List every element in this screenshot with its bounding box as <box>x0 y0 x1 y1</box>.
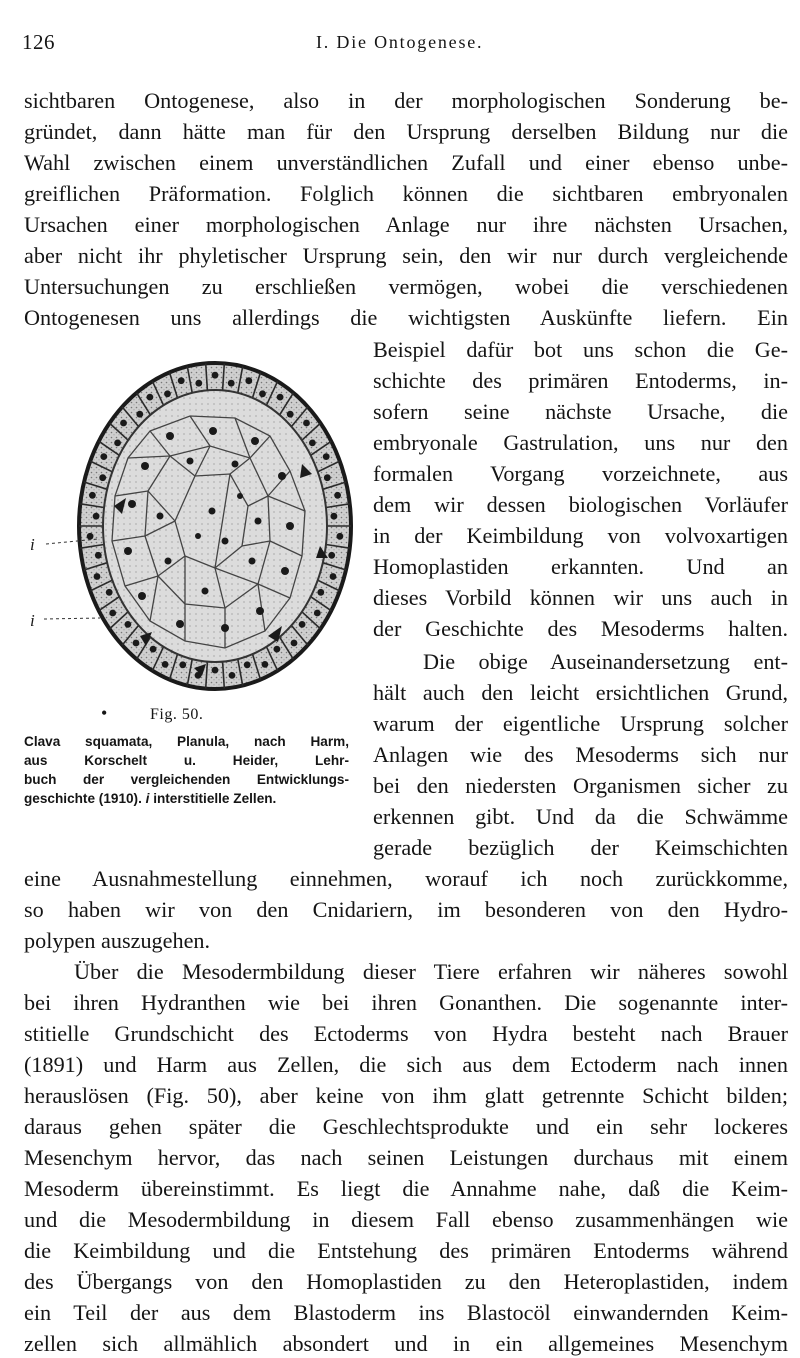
column-line: hält auch den leicht ersichtlichen Grund, <box>373 680 788 705</box>
figure-caption-line: Clava squamata, Planula, nach Harm, <box>24 734 349 749</box>
figure-caption-line: aus Korschelt u. Heider, Lehr- <box>24 753 349 768</box>
cell-nucleus <box>303 420 310 427</box>
body-line: Ursachen einer morphologischen Anlage nur ihre nächsten Ursachen, <box>24 212 788 237</box>
body-line: und die Mesodermbildung in diesem Fall ebenso zusammenhängen wie <box>24 1207 788 1232</box>
interstitial-marker-upper: i <box>30 535 35 554</box>
body-line: die Keimbildung und die Entstehung des primären Entoderms während <box>24 1238 788 1263</box>
body-line: aber nicht ihr phyletischer Ursprung sein, den wir nur durch vergleichende <box>24 243 788 268</box>
cell-nucleus <box>291 640 298 647</box>
column-line: erkennen gibt. Und da die Schwämme <box>373 804 788 829</box>
body-line: gründet, dann hätte man für den Ursprung derselben Bildung nur die <box>24 119 788 144</box>
column-line: Die obige Auseinandersetzung ent- <box>423 649 788 674</box>
body-line: polypen auszugehen. <box>24 928 211 953</box>
cell-nucleus <box>330 573 337 580</box>
cell-nucleus <box>147 394 154 401</box>
cell-nucleus <box>328 552 335 559</box>
caption-symbol: i <box>145 791 150 806</box>
cell-nucleus <box>259 390 266 397</box>
cell-nucleus <box>317 589 324 596</box>
column-line: dieses Vorbild können wir uns auch in <box>373 585 788 610</box>
cell-nucleus <box>309 440 316 447</box>
cell-nucleus <box>133 640 140 647</box>
cell-nucleus <box>324 474 331 481</box>
cell-nucleus <box>245 377 252 384</box>
planula-illustration <box>20 336 360 696</box>
body-line: daraus gehen später die Geschlechtsprodukte und ein sehr lockeres <box>24 1114 788 1139</box>
column-line: der Geschichte des Mesoderms halten. <box>373 616 788 641</box>
body-line: ein Teil der aus dem Blastoderm ins Blastocöl einwandernden Keim- <box>24 1300 788 1325</box>
column-line: Homoplastiden erkannten. Und an <box>373 554 788 579</box>
caption-text: interstitielle Zellen. <box>149 791 277 806</box>
cell-nucleus <box>114 440 121 447</box>
cell-nucleus <box>334 492 341 499</box>
column-line: bei den niedersten Organismen sicher zu <box>373 773 788 798</box>
cell-nucleus <box>277 394 284 401</box>
body-line: Über die Mesodermbildung dieser Tiere erfahren wir näheres sowohl <box>74 959 788 984</box>
body-line: stitielle Grundschicht des Ectoderms von Hydra besteht nach Brauer <box>24 1021 788 1046</box>
body-line: sichtbaren Ontogenese, also in der morphologischen Sonderung be- <box>24 88 788 113</box>
cell-nucleus <box>93 513 100 520</box>
column-line: Beispiel dafür bot uns schon die Ge- <box>373 337 788 362</box>
cell-nucleus <box>337 533 344 540</box>
cell-nucleus <box>99 474 106 481</box>
cell-nucleus <box>120 420 127 427</box>
cell-nucleus <box>331 513 338 520</box>
cell-nucleus <box>212 667 219 674</box>
body-line: Ontogenesen uns allerdings die wichtigsten Auskünfte liefern. Ein <box>24 305 788 330</box>
column-line: formalen Vorgang vorzeichnete, aus <box>373 461 788 486</box>
print-dot: • <box>101 703 108 723</box>
column-line: dem wir dessen biologischen Vorläufer <box>373 492 788 517</box>
cell-nucleus <box>178 377 185 384</box>
cell-nucleus <box>95 552 102 559</box>
body-line: Mesoderm übereinstimmt. Es liegt die Annahme nahe, daß die Keim- <box>24 1176 788 1201</box>
body-line: greiflichen Präformation. Folglich können die sichtbaren embryonalen <box>24 181 788 206</box>
column-line: in der Keimbildung von volvoxartigen <box>373 523 788 548</box>
column-line: embryonale Gastrulation, uns nur den <box>373 430 788 455</box>
cell-nucleus <box>323 453 330 460</box>
cell-nucleus <box>106 589 113 596</box>
cell-nucleus <box>162 661 169 668</box>
cell-nucleus <box>125 621 132 628</box>
cell-nucleus <box>229 672 236 679</box>
figure-caption-line-last <box>24 789 349 808</box>
cell-nucleus <box>299 621 306 628</box>
cell-nucleus <box>94 573 101 580</box>
body-line: Wahl zwischen einem unverständlichen Zufall und einer ebenso unbe- <box>24 150 788 175</box>
cell-nucleus <box>314 610 321 617</box>
column-line: warum der eigentliche Ursprung solcher <box>373 711 788 736</box>
body-line: zellen sich allmählich absondert und in ein allgemeines Mesenchym <box>24 1331 788 1356</box>
body-line: bei ihren Hydranthen wie bei ihren Gonanthen. Die sogenannte inter- <box>24 990 788 1015</box>
column-line: gerade bezüglich der Keimschichten <box>373 835 788 860</box>
body-line: so haben wir von den Cnidariern, im besonderen von den Hydro- <box>24 897 788 922</box>
running-head: I. Die Ontogenese. <box>316 32 484 52</box>
column-line: Anlagen wie des Mesoderms sich nur <box>373 742 788 767</box>
cell-nucleus <box>150 646 157 653</box>
column-line: schichte des primären Entoderms, in- <box>373 368 788 393</box>
body-line: (1891) und Harm aus Zellen, die sich aus dem Ectoderm nach innen <box>24 1052 788 1077</box>
figure-label: Fig. 50. <box>150 706 204 723</box>
body-line: Mesenchym hervor, das nach seinen Leistungen durchaus mit einem <box>24 1145 788 1170</box>
interstitial-marker-lower: i <box>30 611 35 630</box>
cell-nucleus <box>262 661 269 668</box>
cell-nucleus <box>89 492 96 499</box>
cell-nucleus <box>274 646 281 653</box>
cell-nucleus <box>136 411 143 418</box>
cell-nucleus <box>87 533 94 540</box>
body-line: Untersuchungen zu erschließen vermögen, wobei die verschiedenen <box>24 274 788 299</box>
page-number: 126 <box>22 30 55 54</box>
cell-nucleus <box>100 453 107 460</box>
figure-caption-line: buch der vergleichenden Entwicklungs- <box>24 772 349 787</box>
column-line: sofern seine nächste Ursache, die <box>373 399 788 424</box>
cell-nucleus <box>109 610 116 617</box>
cell-nucleus <box>179 661 186 668</box>
body-line: des Übergangs von den Homoplastiden zu den Heteroplastiden, indem <box>24 1269 788 1294</box>
body-line: eine Ausnahmestellung einnehmen, worauf ich noch zurückkomme, <box>24 866 788 891</box>
cell-nucleus <box>228 380 235 387</box>
caption-text: geschichte (1910). <box>24 791 146 806</box>
cell-nucleus <box>164 390 171 397</box>
figure-planula <box>20 336 360 746</box>
cell-nucleus <box>195 380 202 387</box>
cell-nucleus <box>244 661 251 668</box>
body-line: herauslösen (Fig. 50), aber keine von ihm glatt getrennte Schicht bilden; <box>24 1083 788 1108</box>
cell-nucleus <box>287 411 294 418</box>
cell-nucleus <box>212 372 219 379</box>
